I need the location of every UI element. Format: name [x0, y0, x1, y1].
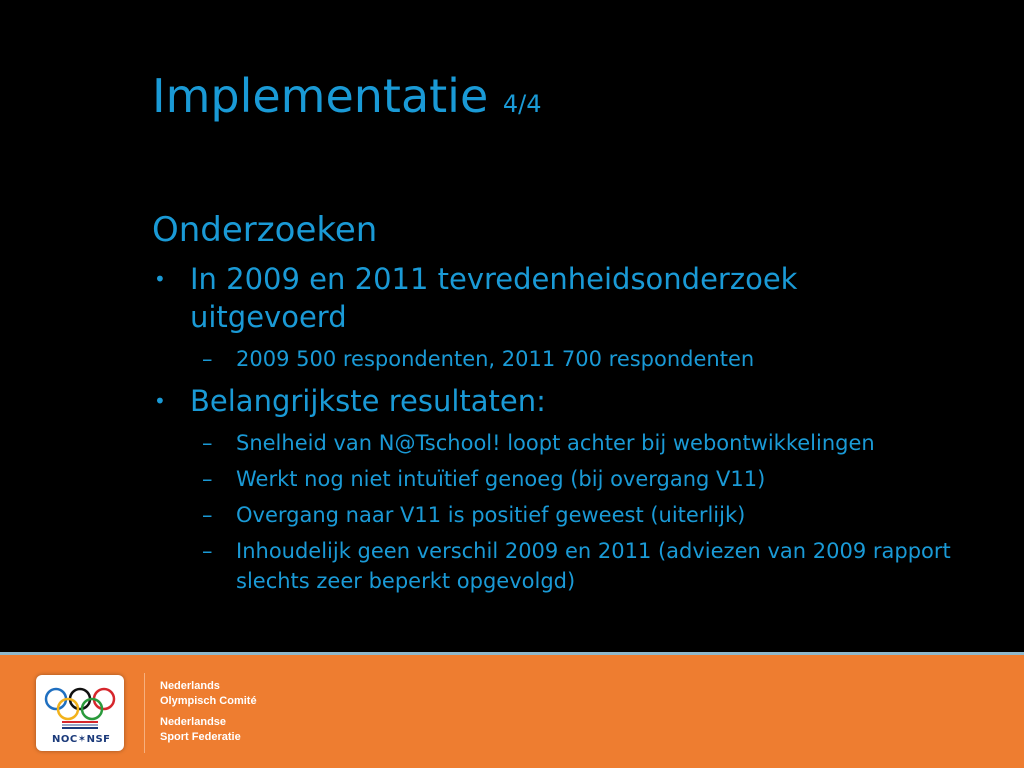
sub-bullet-text: Overgang naar V11 is positief geweest (uiterlijk) [236, 503, 746, 527]
bullet-item [152, 382, 952, 420]
sub-bullet-mark: – [202, 539, 213, 563]
organisation-name [160, 679, 257, 745]
sub-bullet-mark: – [202, 503, 213, 527]
bullet-text: In 2009 en 2011 tevredenheidsonderzoek uitgevoerd [190, 262, 798, 334]
sub-bullet-mark: – [202, 347, 213, 371]
footer-bar [0, 652, 1024, 768]
sub-bullet-item [152, 344, 952, 374]
bullet-text: Belangrijkste resultaten: [190, 384, 546, 418]
sub-bullet-text: Snelheid van N@Tschool! loopt achter bij webontwikkelingen [236, 431, 875, 455]
sub-bullet-text: 2009 500 respondenten, 2011 700 respondenten [236, 347, 755, 371]
org-line: Nederlandse [160, 716, 227, 728]
bullet-mark: • [154, 267, 166, 291]
slide-content [152, 210, 952, 602]
sub-bullet-mark: – [202, 467, 213, 491]
sub-bullet-text: Werkt nog niet intuïtief genoeg (bij overgang V11) [236, 467, 766, 491]
bullet-mark: • [154, 389, 166, 413]
page-indicator: 4/4 [502, 90, 542, 118]
bullet-item [152, 260, 952, 336]
sub-bullet-item [152, 500, 952, 530]
sub-bullet-item [152, 536, 952, 596]
sub-bullet-item [152, 464, 952, 494]
sub-bullet-mark: – [202, 431, 213, 455]
logo-text: NOC✶NSF [52, 734, 111, 745]
section-heading: Onderzoeken [152, 210, 378, 250]
sub-bullet-item [152, 428, 952, 458]
footer-divider [144, 673, 145, 753]
title-text: Implementatie [152, 69, 489, 123]
sub-bullet-text: Inhoudelijk geen verschil 2009 en 2011 (adviezen van 2009 rapport slechts zeer beperkt opgevolgd) [236, 539, 951, 593]
slide-title [152, 70, 542, 130]
olympic-rings-icon [42, 683, 118, 731]
org-line: Sport Federatie [160, 731, 241, 743]
org-line: Olympisch Comité [160, 695, 257, 707]
org-line: Nederlands [160, 680, 220, 692]
noc-nsf-logo [36, 675, 124, 751]
